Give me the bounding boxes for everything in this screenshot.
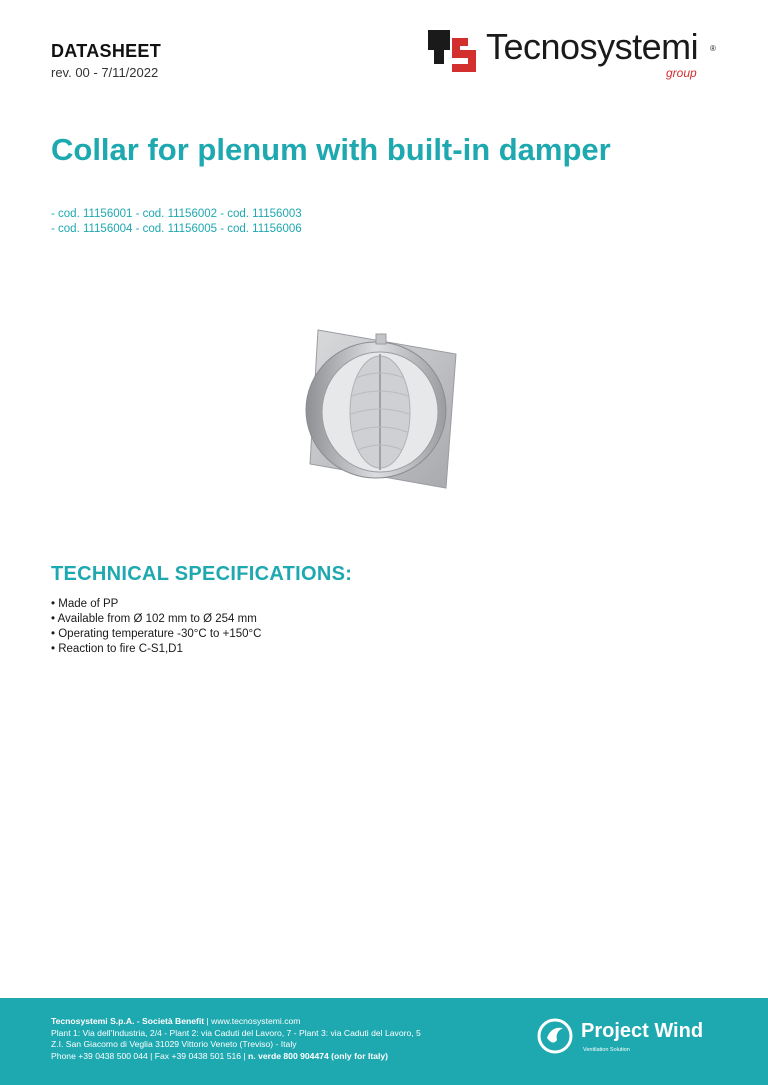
footer-plants: Plant 1: Via dell'Industria, 2/4 - Plant 2: via Caduti del Lavoro, 7 - Plant 3: via Caduti del Lavoro, 5 [51, 1027, 421, 1038]
footer-company: Tecnosystemi S.p.A. - Società Benefit [51, 1016, 205, 1026]
revision-date: rev. 00 - 7/11/2022 [51, 65, 159, 80]
footer-phone-fax: Phone +39 0438 500 044 | Fax +39 0438 501 516 [51, 1050, 242, 1061]
logo-wordmark: Tecnosystemi [486, 26, 699, 67]
project-wind-logo [537, 1018, 727, 1060]
spec-item: • Reaction to fire C-S1,D1 [51, 642, 261, 657]
specs-heading: TECHNICAL SPECIFICATIONS: [51, 563, 353, 585]
codes-line: - cod. 11156001 - cod. 11156002 - cod. 11156003 [51, 208, 302, 220]
tecnosystemi-logo-icon [428, 28, 484, 72]
product-codes [51, 207, 302, 237]
footer-toll-free: n. verde 800 904474 (only for Italy) [248, 1050, 388, 1061]
footer-contacts: Tecnosystemi S.p.A. - Società Benefit | www.tecnosystemi.com Plant 1: Via dell'Industria, 2/4 - Plant 2: via Caduti del Lavoro, 7 - Plant 3: via Caduti del Lavoro, 5 Z.I. San Giacomo di Veglia 31029 Vittorio Veneto (Treviso) - Italy Phone +39 0438 500 044 | Fax +39 0438 501 516 | n. verde 800 904474 (only for Italy) [51, 1016, 421, 1061]
footer-website[interactable]: www.tecnosystemi.com [211, 1016, 301, 1026]
codes-line: - cod. 11156004 - cod. 11156005 - cod. 11156006 [51, 223, 302, 235]
tecnosystemi-logo [428, 28, 728, 80]
spec-item: • Made of PP [51, 597, 261, 612]
footer [0, 998, 768, 1085]
specs-list [51, 597, 261, 657]
footer-address: Z.I. San Giacomo di Veglia 31029 Vittorio Veneto (Treviso) - Italy [51, 1039, 297, 1049]
logo-group: group [666, 66, 697, 80]
product-image [296, 328, 464, 490]
spec-item: • Operating temperature -30°C to +150°C [51, 627, 261, 642]
project-wind-name: Project Wind [581, 1020, 704, 1042]
doc-type: DATASHEET [51, 41, 162, 61]
page-title: Collar for plenum with built-in damper [51, 132, 611, 167]
project-wind-tagline: Ventilation Solution [583, 1047, 630, 1053]
project-wind-icon [537, 1018, 573, 1054]
logo-registered: ® [710, 44, 716, 53]
spec-item: • Available from Ø 102 mm to Ø 254 mm [51, 612, 261, 627]
